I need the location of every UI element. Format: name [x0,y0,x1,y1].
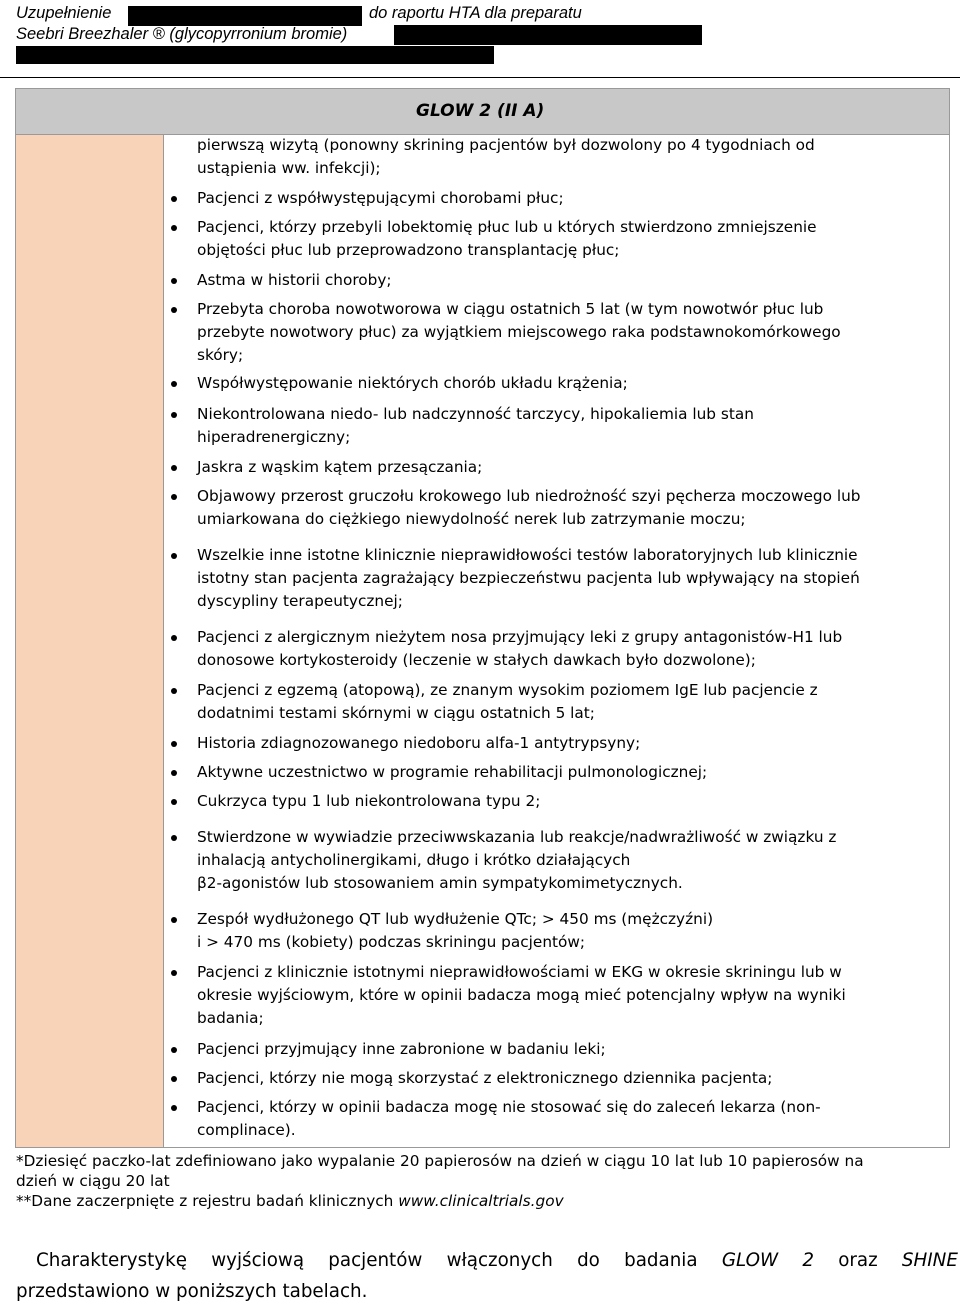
list-item-line: donosowe kortykosteroidy (leczenie w stałych dawkach było dozwolone); [197,651,756,669]
footnote-2 [16,1191,564,1211]
bullet [171,688,177,694]
paragraph-word: SHINE [901,1250,958,1271]
list-item-line: skóry; [197,346,244,364]
bullet [171,917,177,923]
list-item-line: dyscypliny terapeutycznej; [197,592,403,610]
bullet [171,799,177,805]
list-item-line: dodatnimi testami skórnymi w ciągu ostatnich 5 lat; [197,704,595,722]
footnote-1-cont: dzień w ciągu 20 lat [16,1172,170,1190]
continuation-line: ustąpienia ww. infekcji); [197,159,381,177]
redaction-bar [16,46,494,64]
body-paragraph-line1 [36,1245,958,1277]
paragraph-word: do [577,1250,600,1271]
list-item-line: Współwystępowanie niektórych chorób układu krążenia; [197,374,628,392]
list-item-line: Pacjenci przyjmujący inne zabronione w badaniu leki; [197,1040,606,1058]
bullet [171,635,177,641]
bullet [171,553,177,559]
list-item-line: Przebyta choroba nowotworowa w ciągu ostatnich 5 lat (w tym nowotwór płuc lub [197,300,824,318]
footnote-2-text: **Dane zaczerpnięte z rejestru badań klinicznych [16,1192,399,1210]
paragraph-word: badania [624,1250,698,1271]
list-item-line: inhalacją antycholinergikami, długo i krótko działających [197,851,631,869]
list-item-line: Pacjenci z egzemą (atopową), ze znanym wysokim poziomem IgE lub pacjencie z [197,681,818,699]
list-item-line: istotny stan pacjenta zagrażający bezpieczeństwu pacjenta lub wpływający na stopień [197,569,860,587]
list-item-line: Pacjenci, którzy nie mogą skorzystać z elektronicznego dziennika pacjenta; [197,1069,773,1087]
bullet [171,307,177,313]
list-item-line: Pacjenci, którzy przebyli lobektomię płuc lub u których stwierdzono zmniejszenie [197,218,817,236]
bullet [171,1105,177,1111]
bullet [171,196,177,202]
list-item-line: badania; [197,1009,264,1027]
bullet [171,835,177,841]
bullet [171,770,177,776]
bullet [171,381,177,387]
header-line2: Seebri Breezhaler ® (glycopyrronium bromie) [16,25,348,43]
list-item-line: complinace). [197,1121,296,1139]
list-item-line: Stwierdzone w wywiadzie przeciwwskazania lub reakcje/nadwrażliwość w związku z [197,828,837,846]
paragraph-word: Charakterystykę [36,1250,187,1271]
list-item-line: Niekontrolowana niedo- lub nadczynność tarczycy, hipokaliemia lub stan [197,405,754,423]
list-item-line: hiperadrenergiczny; [197,428,351,446]
bullet [171,465,177,471]
header-rule [0,77,960,78]
header-line1-start: Uzupełnienie [16,4,112,22]
list-item-line: Zespół wydłużonego QT lub wydłużenie QTc; > 450 ms (mężczyźni) [197,910,714,928]
table-header-title: GLOW 2 (II A) [416,101,545,121]
list-item-line: Objawowy przerost gruczołu krokowego lub niedrożność szyi pęcherza moczowego lub [197,487,861,505]
paragraph-word: wyjściową [211,1250,305,1271]
list-item-line: Wszelkie inne istotne klinicznie nieprawidłowości testów laboratoryjnych lub klinicznie [197,546,858,564]
list-item-line: Jaskra z wąskim kątem przesączania; [197,458,483,476]
paragraph-word: GLOW [721,1250,779,1271]
paragraph-word: włączonych [446,1250,553,1271]
body-paragraph-line2: przedstawiono w poniższych tabelach. [16,1281,368,1302]
list-item-line: Pacjenci z alergicznym nieżytem nosa przyjmujący leki z grupy antagonistów-H1 lub [197,628,843,646]
header-line1-end: do raportu HTA dla preparatu [369,4,582,22]
bullet [171,1076,177,1082]
bullet [171,225,177,231]
bullet [171,278,177,284]
redaction-bar [128,6,362,26]
footnote-1: *Dziesięć paczko-lat zdefiniowano jako wypalanie 20 papierosów na dzień w ciągu 10 lat lub 10 papierosów na [16,1152,864,1170]
list-item-line: objętości płuc lub przeprowadzono transplantację płuc; [197,241,620,259]
paragraph-word: pacjentów [328,1250,423,1271]
paragraph-word: oraz [838,1250,878,1271]
list-item-line: Astma w historii choroby; [197,271,392,289]
list-item-line: i > 470 ms (kobiety) podczas skriningu pacjentów; [197,933,586,951]
bullet [171,970,177,976]
list-item-line: okresie wyjściowym, które w opinii badacza mogą mieć potencjalny wpływ na wyniki [197,986,846,1004]
list-item-line: Cukrzyca typu 1 lub niekontrolowana typu 2; [197,792,541,810]
list-item-line: Pacjenci, którzy w opinii badacza mogę nie stosować się do zaleceń lekarza (non- [197,1098,821,1116]
redaction-bar [394,25,702,45]
list-item-line: Pacjenci z klinicznie istotnymi nieprawidłowościami w EKG w okresie skriningu lub w [197,963,842,981]
bullet [171,494,177,500]
list-item-line: β2-agonistów lub stosowaniem amin sympatykomimetycznych. [197,874,683,892]
table-left-column [16,135,164,1147]
clinicaltrials-link[interactable]: www.clinicaltrials.gov [398,1192,564,1210]
table-header-row [16,89,949,135]
paragraph-word: 2 [802,1250,814,1271]
bullet [171,412,177,418]
list-item-line: Aktywne uczestnictwo w programie rehabilitacji pulmonologicznej; [197,763,708,781]
bullet [171,741,177,747]
list-item-line: umiarkowana do ciężkiego niewydolność nerek lub zatrzymanie moczu; [197,510,746,528]
list-item-line: przebyte nowotwory płuc) za wyjątkiem miejscowego raka podstawnokomórkowego [197,323,841,341]
list-item-line: Historia zdiagnozowanego niedoboru alfa-1 antytrypsyny; [197,734,641,752]
continuation-line: pierwszą wizytą (ponowny skrining pacjentów był dozwolony po 4 tygodniach od [197,136,815,154]
bullet [171,1047,177,1053]
list-item-line: Pacjenci z współwystępującymi chorobami płuc; [197,189,564,207]
